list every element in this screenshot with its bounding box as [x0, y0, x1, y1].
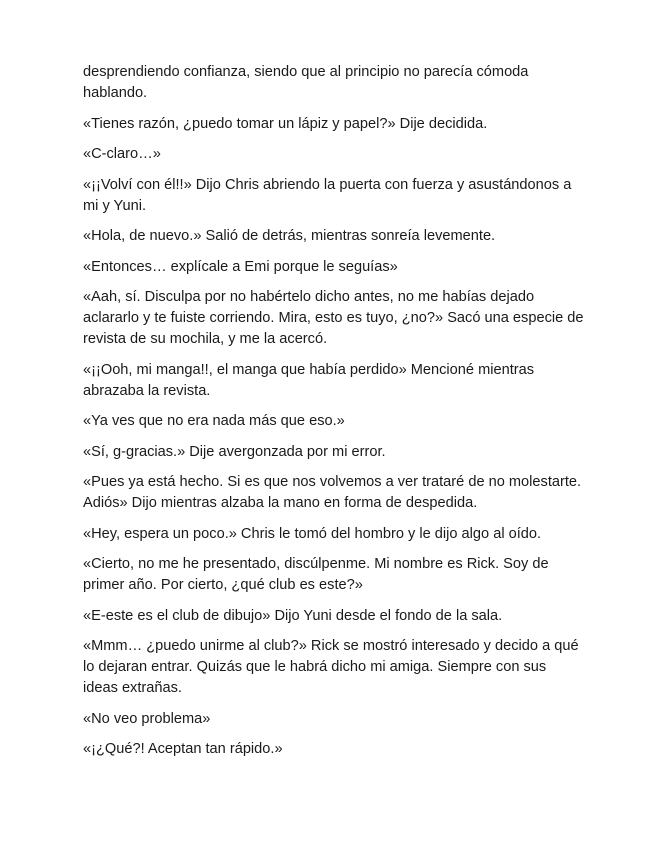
paragraph: «Mmm… ¿puedo unirme al club?» Rick se mostró interesado y decido a qué lo dejaran entrar. Quizás que le habrá dicho mi amiga. Siempre con sus ideas extrañas. [83, 638, 579, 696]
paragraph: «Tienes razón, ¿puedo tomar un lápiz y papel?» Dije decidida. [83, 115, 488, 132]
paragraph: «¡¿Qué?! Aceptan tan rápido.» [83, 741, 283, 757]
paragraph: «No veo problema» [83, 710, 211, 727]
paragraph: «¡¡Ooh, mi manga!!, el manga que había perdido» Mencioné mientras abrazaba la revista. [83, 361, 535, 399]
paragraph: desprendiendo confianza, siendo que al principio no parecía cómoda hablando. [83, 64, 529, 101]
paragraph: «Hola, de nuevo.» Salió de detrás, mientras sonreía levemente. [83, 228, 496, 244]
paragraph: «¡¡Volví con él!!» Dijo Chris abriendo la puerta con fuerza y asustándonos a mi y Yuni. [83, 176, 572, 214]
paragraph: «Sí, g-gracias.» Dije avergonzada por mi error. [83, 443, 386, 460]
paragraph: «Ya ves que no era nada más que eso.» [83, 413, 345, 429]
document-body [83, 62, 585, 760]
paragraph: «C-claro…» [83, 146, 161, 162]
paragraph: «Cierto, no me he presentado, discúlpenme. Mi nombre es Rick. Soy de primer año. Por cierto, ¿qué club es este?» [83, 556, 549, 593]
paragraph: «Entonces… explícale a Emi porque le seguías» [83, 258, 398, 275]
paragraph: «E-este es el club de dibujo» Dijo Yuni desde el fondo de la sala. [83, 607, 503, 624]
paragraph: «Pues ya está hecho. Si es que nos volvemos a ver trataré de no molestarte. Adiós» Dijo mientras alzaba la mano en forma de despedida. [83, 474, 582, 511]
paragraph: «Aah, sí. Disculpa por no habértelo dicho antes, no me habías dejado aclararlo y te fuiste corriendo. Mira, esto es tuyo, ¿no?» Sacó una especie de revista de su mochila, y me la acercó. [83, 289, 584, 347]
paragraph: «Hey, espera un poco.» Chris le tomó del hombro y le dijo algo al oído. [83, 525, 542, 542]
